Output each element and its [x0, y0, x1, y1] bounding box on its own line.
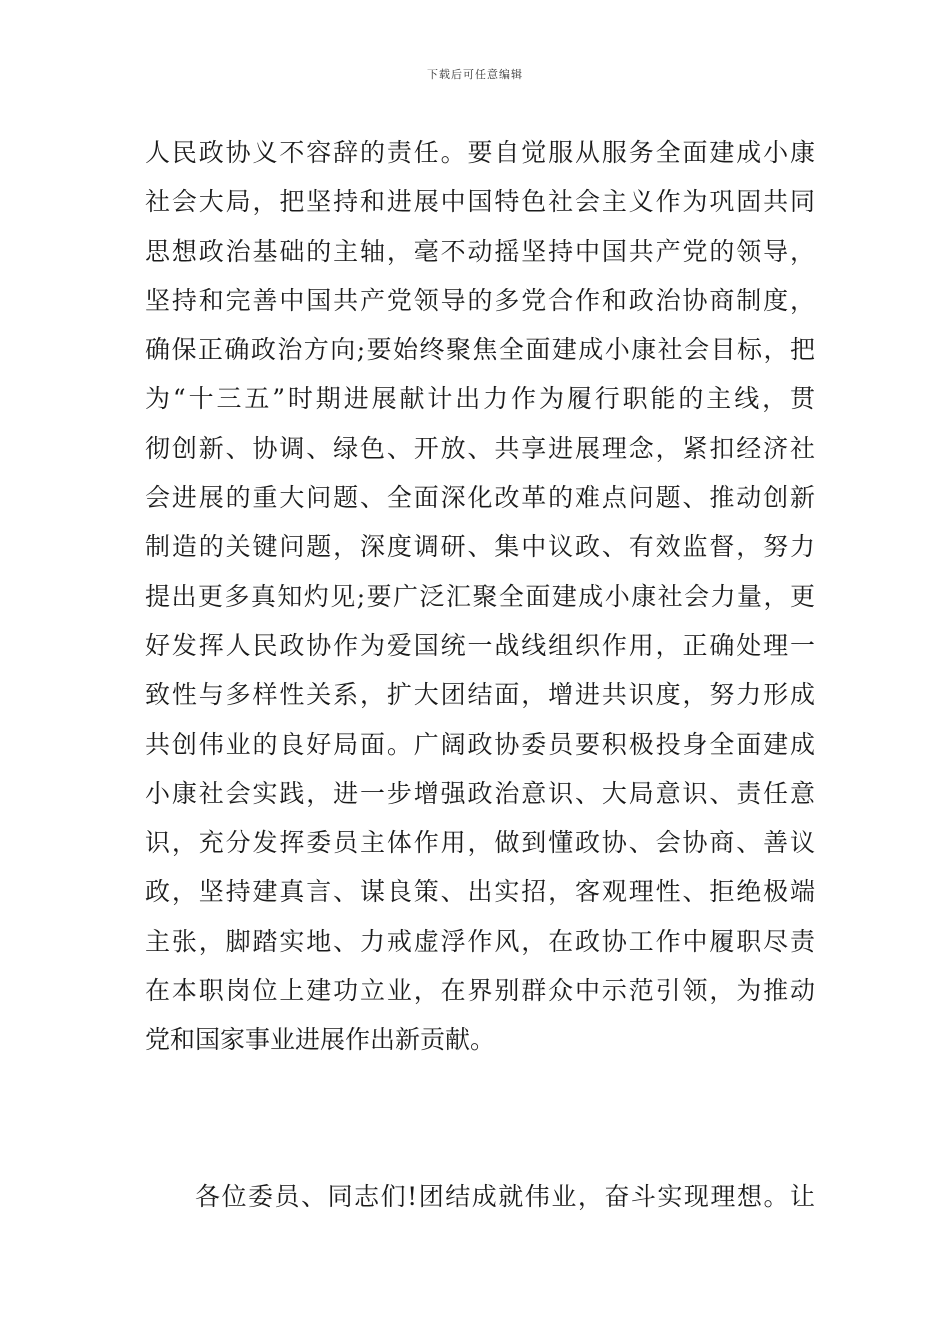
text-line: 各位委员、同志们!团结成就伟业，奋斗实现理想。让	[195, 1182, 815, 1211]
paragraph-closing	[145, 1172, 815, 1221]
text-line: 小康社会实践，进一步增强政治意识、大局意识、责任意	[145, 778, 815, 808]
text-line: 会进展的重大问题、全面深化改革的难点问题、推动创新	[145, 483, 815, 513]
text-line: 思想政治基础的主轴，毫不动摇坚持中国共产党的领导，	[145, 236, 815, 266]
text-line: 识，充分发挥委员主体作用，做到懂政协、会协商、善议	[145, 828, 815, 858]
text-line: 在本职岗位上建功立业，在界别群众中示范引领，为推动	[145, 976, 815, 1006]
text-line: 坚持和完善中国共产党领导的多党合作和政治协商制度，	[145, 285, 815, 315]
text-line: 致性与多样性关系，扩大团结面，增进共识度，努力形成	[145, 680, 815, 710]
text-line: 彻创新、协调、绿色、开放、共享进展理念，紧扣经济社	[145, 433, 815, 463]
paragraph-body	[145, 128, 815, 1065]
text-line: 好发挥人民政协作为爱国统一战线组织作用，正确处理一	[145, 630, 815, 660]
text-line: 确保正确政治方向;要始终聚焦全面建成小康社会目标，把	[145, 335, 815, 365]
text-line: 社会大局，把坚持和进展中国特色社会主义作为巩固共同	[145, 187, 815, 217]
text-line: 人民政协义不容辞的责任。要自觉服从服务全面建成小康	[145, 138, 815, 167]
text-line: 为“十三五”时期进展献计出力作为履行职能的主线，贯	[145, 384, 815, 414]
text-line: 政，坚持建真言、谋良策、出实招，客观理性、拒绝极端	[145, 877, 815, 907]
text-line: 制造的关键问题，深度调研、集中议政、有效监督，努力	[145, 532, 815, 562]
text-line: 共创伟业的良好局面。广阔政协委员要积极投身全面建成	[145, 729, 815, 759]
text-line: 提出更多真知灼见;要广泛汇聚全面建成小康社会力量，更	[145, 581, 815, 611]
page-header: 下载后可任意编辑	[427, 68, 523, 81]
text-line: 党和国家事业进展作出新贡献。	[145, 1025, 496, 1055]
text-line: 主张，脚踏实地、力戒虚浮作风，在政协工作中履职尽责	[145, 926, 815, 956]
